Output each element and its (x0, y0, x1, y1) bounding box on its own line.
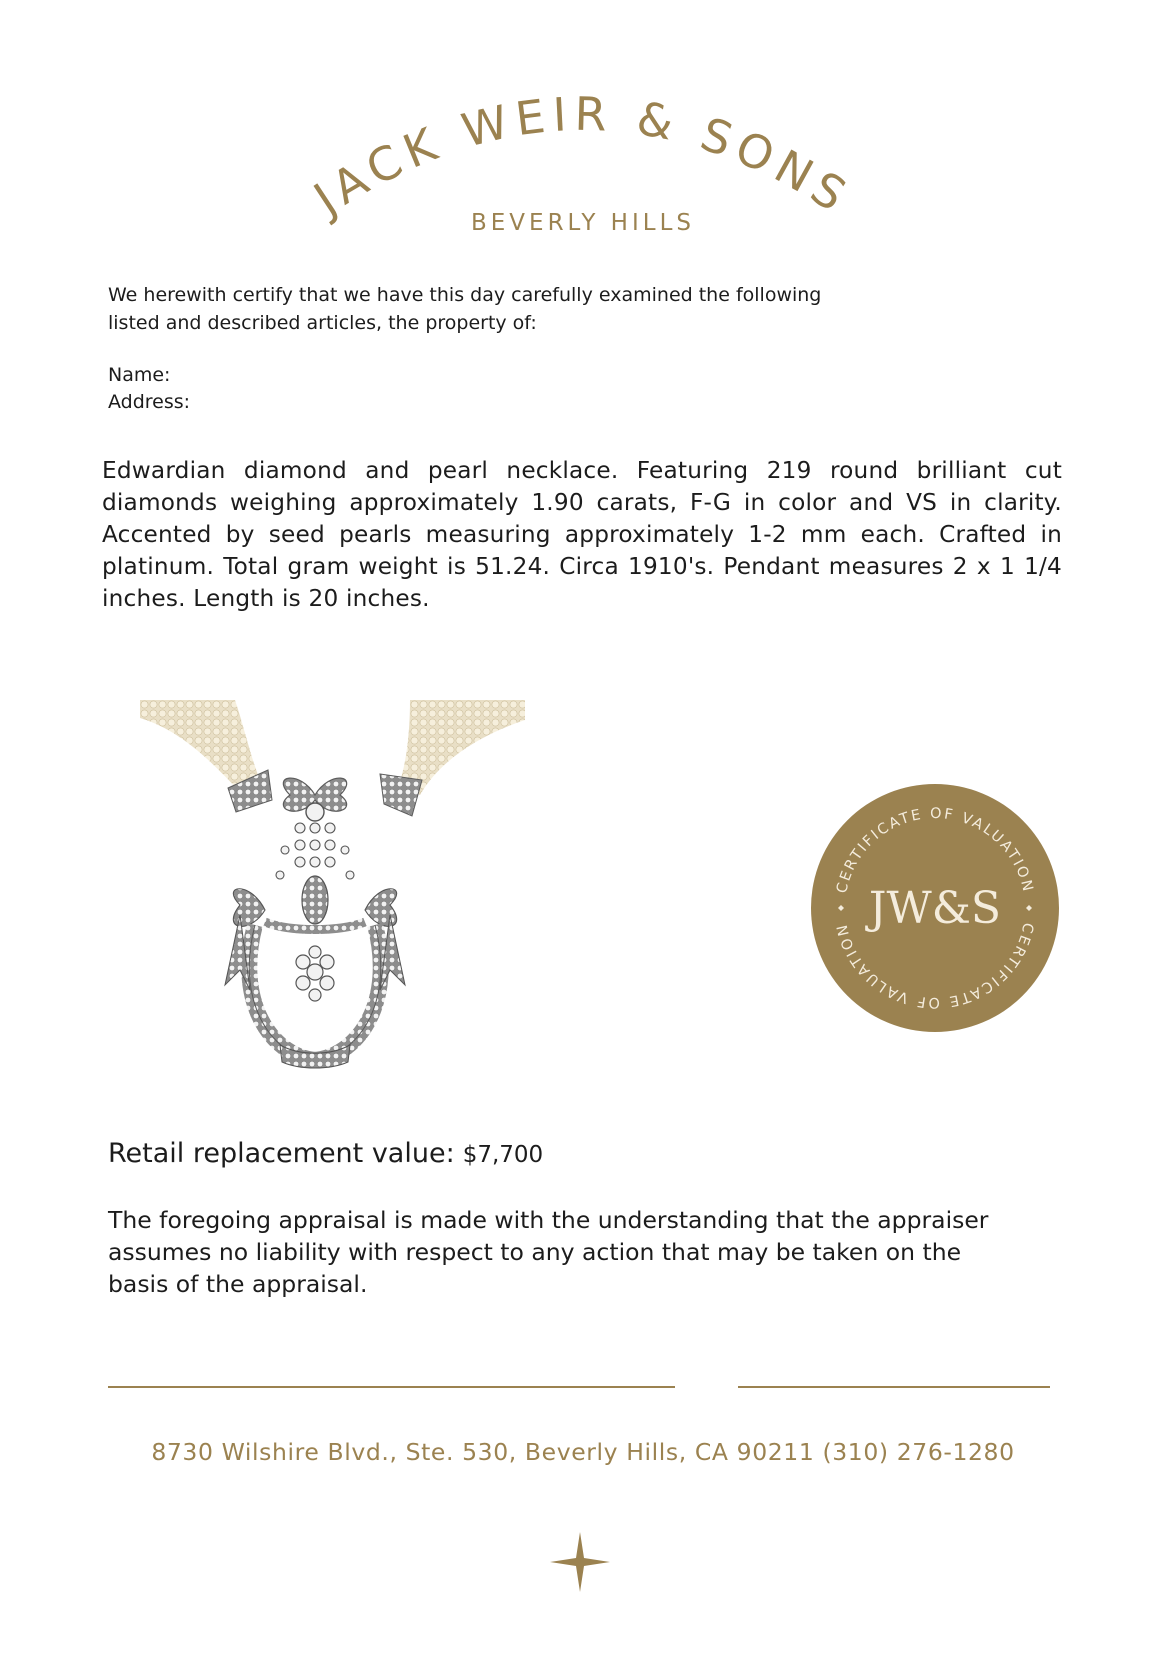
seal-ring-text-top: CERTIFICATE OF VALUATION (834, 805, 1036, 895)
signature-line-right (738, 1386, 1050, 1388)
retail-value-row (108, 1138, 543, 1169)
certification-intro: We herewith certify that we have this day carefully examined the following listed and described articles, the property of: (108, 284, 822, 334)
brand-logo (283, 70, 883, 230)
seal-ring-text-bottom: CERTIFICATE OF VALUATION (834, 921, 1036, 1011)
necklace-image (140, 700, 530, 1100)
address-label: Address: (108, 391, 191, 413)
certificate-seal (810, 783, 1060, 1033)
retail-value-amount: $7,700 (462, 1142, 544, 1168)
liability-disclaimer: The foregoing appraisal is made with the understanding that the appraiser assumes no liability with respect to any action that may be taken on the basis of the appraisal. (108, 1206, 989, 1298)
retail-value-label: Retail replacement value: (108, 1138, 455, 1169)
signature-line-left (108, 1386, 675, 1388)
name-label: Name: (108, 364, 171, 386)
seal-monogram: JW&S (868, 883, 1002, 934)
brand-location: BEVERLY HILLS (471, 210, 695, 236)
brand-name: JACK WEIR & SONS (304, 86, 862, 226)
four-point-star-icon (550, 1532, 610, 1592)
footer-address: 8730 Wilshire Blvd., Ste. 530, Beverly Hills, CA 90211 (310) 276-1280 (151, 1438, 1015, 1466)
item-description: Edwardian diamond and pearl necklace. Featuring 219 round brilliant cut diamonds weighing approximately 1.90 carats, F-G in color and VS in clarity. Accented by seed pearls measuring approximately 1-2 mm each. Crafted in platinum. Total gram weight is 51.24. Circa 1910's. Pendant measures 2 x 1 1/4 inches. Length is 20 inches. (102, 457, 1062, 612)
